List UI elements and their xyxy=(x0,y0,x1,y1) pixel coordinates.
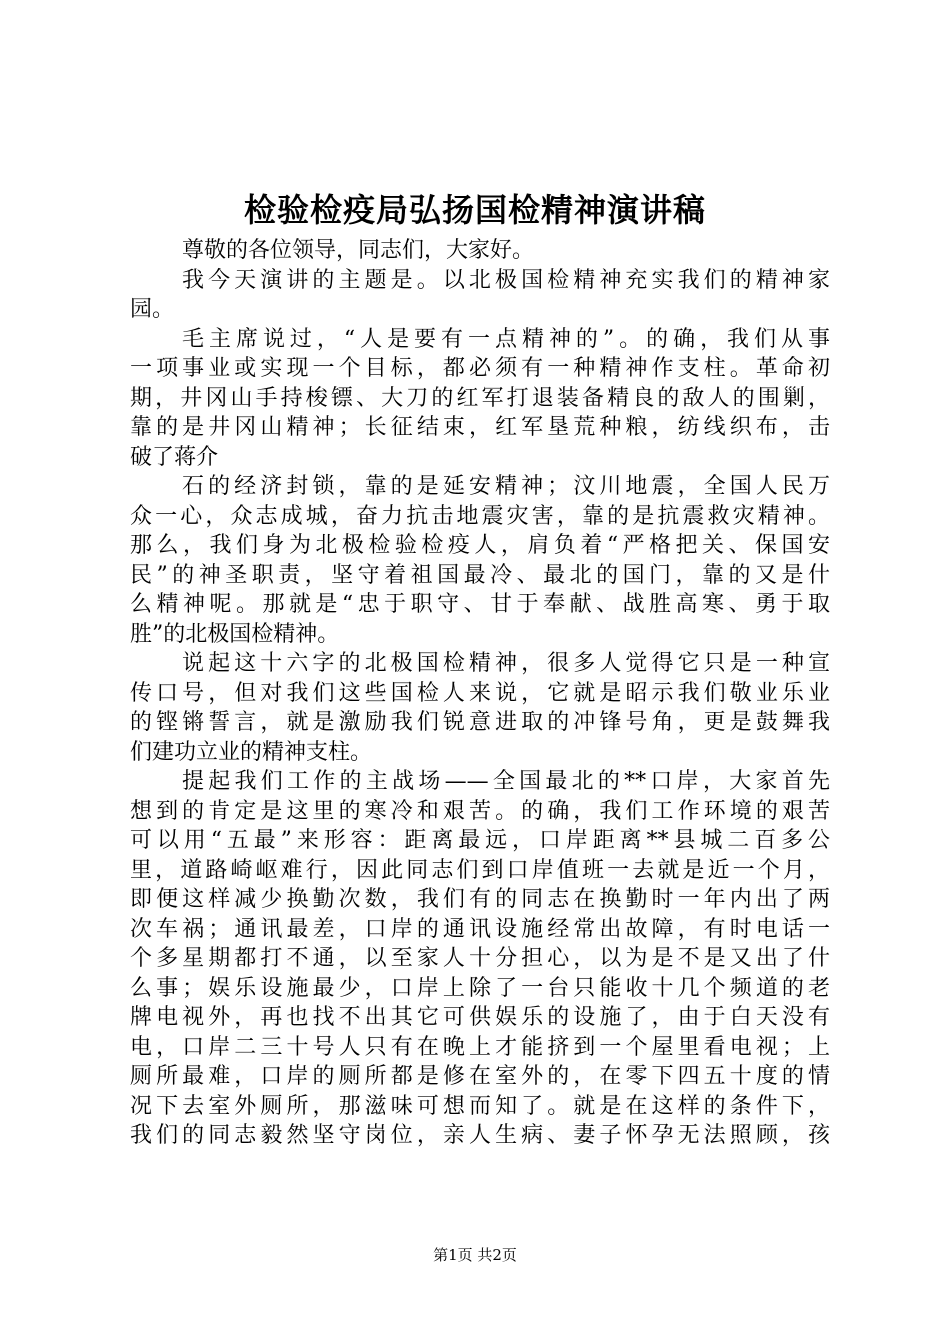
text-line: 里，道路崎岖难行，因此同志们到口岸值班一去就是近一个月， xyxy=(130,857,830,883)
text-line: 那么，我们身为北极检验检疫人，肩负着“严格把关、保国安 xyxy=(130,533,830,558)
document-title: 检验检疫局弘扬国检精神演讲稿 xyxy=(243,191,706,229)
text-line: 个多星期都打不通，以至家人十分担心，以为是不是又出了什 xyxy=(130,946,830,971)
text-line: 传口号，但对我们这些国检人来说，它就是昭示我们敬业乐业 xyxy=(130,680,830,706)
text-line: 我今天演讲的主题是。以北极国检精神充实我们的精神家 xyxy=(182,267,830,293)
text-line: 况下去室外厕所，那滋味可想而知了。就是在这样的条件下， xyxy=(130,1093,830,1119)
text-line: 即便这样减少换勤次数，我们有的同志在换勤时一年内出了两 xyxy=(130,887,830,912)
document-body xyxy=(130,236,830,1151)
text-line: 的铿锵誓言，就是激励我们锐意进取的冲锋号角，更是鼓舞我 xyxy=(130,710,830,735)
text-line: 期，井冈山手持梭镖、大刀的红军打退装备精良的敌人的围剿， xyxy=(130,385,830,411)
text-line: 胜”的北极国检精神。 xyxy=(130,621,340,647)
text-line: 说起这十六字的北极国检精神，很多人觉得它只是一种宣 xyxy=(182,651,830,676)
text-line: 我们的同志毅然坚守岗位，亲人生病、妻子怀孕无法照顾，孩 xyxy=(130,1123,830,1148)
text-line: 破了蒋介 xyxy=(130,444,219,470)
text-line: 么事；娱乐设施最少，口岸上除了一台只能收十几个频道的老 xyxy=(130,975,830,1001)
page-footer: 第1页 共2页 xyxy=(433,1246,517,1264)
text-line: 众一心，众志成城，奋力抗击地震灾害，靠的是抗震救灾精神。 xyxy=(130,503,830,529)
text-line: 厕所最难，口岸的厕所都是修在室外的，在零下四五十度的情 xyxy=(130,1064,830,1089)
text-line: 园。 xyxy=(130,297,175,322)
text-line: 们建功立业的精神支柱。 xyxy=(130,739,373,765)
text-line: 民”的神圣职责，坚守着祖国最冷、最北的国门，靠的又是什 xyxy=(130,562,830,588)
text-line: 牌电视外，再也找不出其它可供娱乐的设施了，由于白天没有 xyxy=(130,1005,830,1030)
text-line: 毛主席说过，“人是要有一点精神的”。的确，我们从事 xyxy=(182,326,830,352)
text-line: 靠的是井冈山精神；长征结束，红军垦荒种粮，纺线织布，击 xyxy=(130,415,830,440)
text-line: 次车祸；通讯最差，口岸的通讯设施经常出故障，有时电话一 xyxy=(130,916,830,942)
text-line: 想到的肯定是这里的寒冷和艰苦。的确，我们工作环境的艰苦 xyxy=(130,798,830,824)
text-line: 可以用“五最”来形容：距离最远，口岸距离**县城二百多公 xyxy=(130,828,830,853)
text-line: 提起我们工作的主战场——全国最北的**口岸，大家首先 xyxy=(182,769,830,794)
text-line: 电，口岸二三十号人只有在晚上才能挤到一个屋里看电视；上 xyxy=(130,1034,830,1060)
text-line: 一项事业或实现一个目标，都必须有一种精神作支柱。革命初 xyxy=(130,356,830,381)
text-line: 么精神呢。那就是“忠于职守、甘于奉献、战胜高寒、勇于取 xyxy=(130,592,830,617)
text-line: 尊敬的各位领导，同志们，大家好。 xyxy=(182,238,535,263)
text-line: 石的经济封锁，靠的是延安精神；汶川地震，全国人民万 xyxy=(182,474,830,499)
